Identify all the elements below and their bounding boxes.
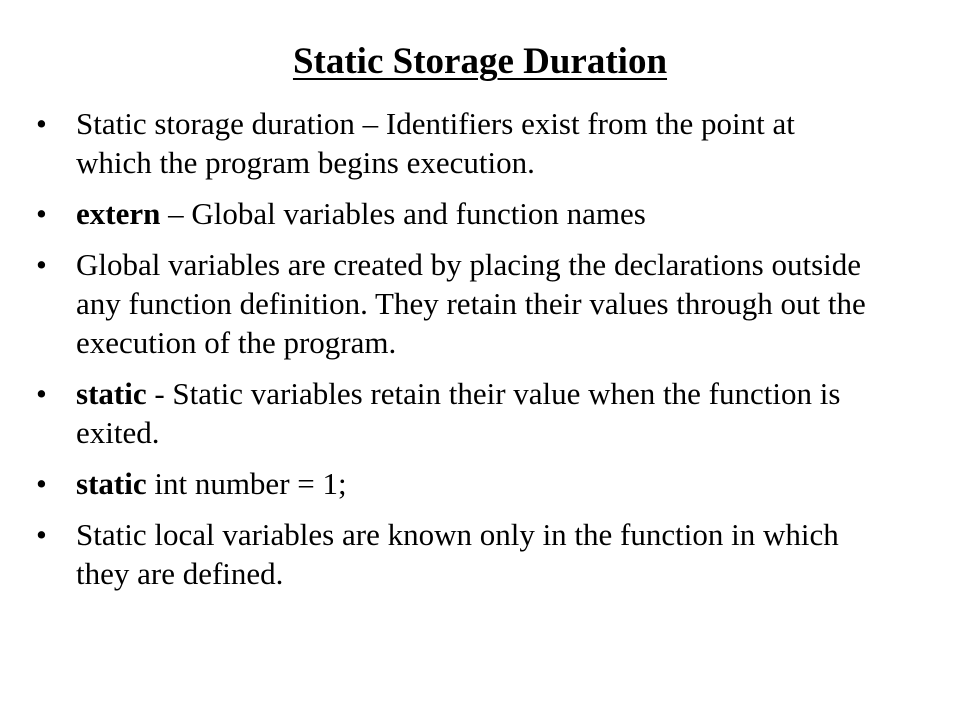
bullet-item bbox=[36, 245, 866, 362]
bullet-text: - Static variables retain their value when the function is exited. bbox=[76, 376, 841, 450]
bullet-keyword: extern bbox=[76, 196, 161, 231]
bullet-keyword: static bbox=[76, 466, 147, 501]
bullet-text: Static storage duration – Identifiers exist from the point at which the program begins execution. bbox=[76, 106, 795, 180]
bullet-item bbox=[36, 515, 866, 593]
bullet-text: int number = 1; bbox=[146, 466, 347, 501]
bullet-keyword: static bbox=[76, 376, 147, 411]
bullet-dot-icon: • bbox=[36, 517, 47, 552]
bullet-dot-icon: • bbox=[36, 196, 47, 231]
bullet-dot-icon: • bbox=[36, 376, 47, 411]
bullet-dot-icon: • bbox=[36, 466, 47, 501]
bullet-text: Static local variables are known only in the function in which they are defined. bbox=[76, 517, 839, 591]
bullet-text: – Global variables and function names bbox=[160, 196, 646, 231]
bullet-text: Global variables are created by placing the declarations outside any function definition. They retain their values through out the execution of the program. bbox=[76, 247, 866, 360]
bullet-dot-icon: • bbox=[36, 247, 47, 282]
bullet-dot-icon: • bbox=[36, 106, 47, 141]
bullet-item bbox=[36, 194, 866, 233]
bullet-item bbox=[36, 464, 866, 503]
bullet-item bbox=[36, 374, 866, 452]
slide-title: Static Storage Duration bbox=[292, 41, 668, 82]
bullet-item bbox=[36, 104, 866, 182]
bullet-list bbox=[36, 104, 866, 605]
